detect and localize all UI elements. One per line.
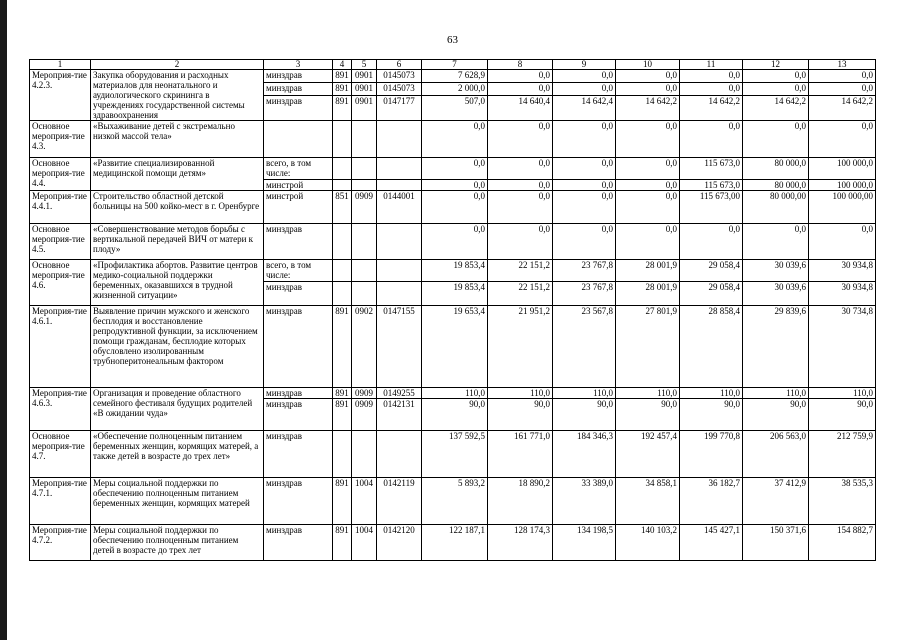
table-cell: 0,0	[422, 191, 488, 224]
table-cell: 115 673,0	[680, 180, 743, 191]
table-cell: 851	[333, 191, 352, 224]
table-cell	[377, 121, 422, 158]
table-cell: 0,0	[809, 224, 876, 260]
table-cell: 0,0	[680, 70, 743, 83]
table-cell: 891	[333, 83, 352, 96]
column-header: 13	[809, 60, 876, 70]
table-cell: 80 000,0	[743, 180, 809, 191]
table-cell: «Обеспечение полноценным питанием беременных женщин, кормящих матерей, а также детей в возрасте до трех лет»	[91, 431, 264, 478]
table-cell: 0909	[352, 388, 377, 399]
table-cell: 0145073	[377, 70, 422, 83]
table-cell: 0,0	[743, 224, 809, 260]
table-cell: 0,0	[616, 224, 680, 260]
table-cell: 122 187,1	[422, 525, 488, 561]
table-cell: 134 198,5	[553, 525, 616, 561]
table-cell: 110,0	[743, 388, 809, 399]
table-cell: «Совершенствование методов борьбы с вертикальной передачей ВИЧ от матери к плоду»	[91, 224, 264, 260]
table-cell	[333, 224, 352, 260]
table-cell: Основное мероприя-тие 4.5.	[30, 224, 91, 260]
table-cell: 30 734,8	[809, 306, 876, 388]
table-cell: 0902	[352, 306, 377, 388]
table-cell: 23 767,8	[553, 282, 616, 306]
table-cell: минздрав	[264, 306, 333, 388]
table-cell	[333, 260, 352, 282]
table-cell: 90,0	[809, 399, 876, 431]
table-cell	[352, 431, 377, 478]
table-cell: 18 890,2	[488, 478, 553, 525]
table-cell: 30 934,8	[809, 260, 876, 282]
table-cell: «Развитие специализированной медицинской помощи детям»	[91, 158, 264, 191]
table-cell: 1004	[352, 478, 377, 525]
table-cell: 891	[333, 388, 352, 399]
table-cell: «Профилактика абортов. Развитие центров медико-социальной поддержки беременных, оказавшихся в трудной жизненной ситуации»	[91, 260, 264, 306]
table-cell: 0144001	[377, 191, 422, 224]
table-cell: 22 151,2	[488, 282, 553, 306]
table-cell: 30 039,6	[743, 260, 809, 282]
table-cell: 206 563,0	[743, 431, 809, 478]
table-cell: 507,0	[422, 96, 488, 121]
table-cell: 115 673,00	[680, 191, 743, 224]
table-row	[30, 388, 876, 399]
table-cell: 80 000,0	[743, 158, 809, 180]
table-cell: 0,0	[616, 158, 680, 180]
table-cell: 0,0	[553, 191, 616, 224]
table-cell: 30 934,8	[809, 282, 876, 306]
table-cell	[333, 431, 352, 478]
table-cell: 23 567,8	[553, 306, 616, 388]
table-cell: 29 058,4	[680, 282, 743, 306]
table-cell: 30 039,6	[743, 282, 809, 306]
table-row	[30, 478, 876, 525]
table-cell: 19 853,4	[422, 282, 488, 306]
table-cell: минздрав	[264, 70, 333, 83]
table-cell: 0142119	[377, 478, 422, 525]
table-cell: 36 182,7	[680, 478, 743, 525]
table-cell: 0,0	[488, 224, 553, 260]
table-cell: 0,0	[488, 83, 553, 96]
table-cell: 0,0	[553, 70, 616, 83]
table-cell: Закупка оборудования и расходных материалов для неонатального и аудиологического скрининга в учреждениях государственной системы здравоохранения	[91, 70, 264, 121]
table-cell: 100 000,00	[809, 191, 876, 224]
table-cell: 0,0	[616, 180, 680, 191]
table-cell: 0901	[352, 83, 377, 96]
table-cell: 100 000,0	[809, 180, 876, 191]
table-cell: 0,0	[488, 121, 553, 158]
table-cell: Меры социальной поддержки по обеспечению полноценным питанием беременных женщин, кормящих матерей	[91, 478, 264, 525]
table-cell: 28 858,4	[680, 306, 743, 388]
table-cell: 0,0	[680, 224, 743, 260]
table-cell: 0,0	[488, 70, 553, 83]
table-row	[30, 70, 876, 83]
table-cell: минстрой	[264, 191, 333, 224]
table-cell: 0145073	[377, 83, 422, 96]
table-cell: минздрав	[264, 388, 333, 399]
column-header: 4	[333, 60, 352, 70]
table-cell	[333, 180, 352, 191]
table-row	[30, 158, 876, 180]
table-cell: 0,0	[553, 121, 616, 158]
page-number: 63	[447, 34, 458, 46]
table-cell: Основное мероприя-тие 4.6.	[30, 260, 91, 306]
table-cell: 33 389,0	[553, 478, 616, 525]
table-cell: минздрав	[264, 478, 333, 525]
table-cell: 19 653,4	[422, 306, 488, 388]
table-row	[30, 191, 876, 224]
table-cell: минздрав	[264, 431, 333, 478]
table-cell: 22 151,2	[488, 260, 553, 282]
table-cell: 891	[333, 306, 352, 388]
table-cell: 0,0	[422, 158, 488, 180]
table-cell: Основное мероприя-тие 4.3.	[30, 121, 91, 158]
table-cell: 90,0	[743, 399, 809, 431]
table-cell: 0,0	[422, 180, 488, 191]
table-cell: 80 000,00	[743, 191, 809, 224]
column-header: 2	[91, 60, 264, 70]
column-header: 5	[352, 60, 377, 70]
table-cell	[333, 282, 352, 306]
table-cell: 0,0	[616, 191, 680, 224]
table-cell	[352, 121, 377, 158]
table-cell	[377, 224, 422, 260]
budget-table	[29, 59, 876, 561]
column-header: 9	[553, 60, 616, 70]
table-cell: 90,0	[680, 399, 743, 431]
table-cell: 0,0	[422, 121, 488, 158]
table-cell: 0,0	[488, 191, 553, 224]
table-cell: 891	[333, 478, 352, 525]
table-cell: 0901	[352, 70, 377, 83]
table-cell: 29 058,4	[680, 260, 743, 282]
table-cell: 0147155	[377, 306, 422, 388]
table-cell: 192 457,4	[616, 431, 680, 478]
table-cell	[377, 282, 422, 306]
table-cell: 184 346,3	[553, 431, 616, 478]
table-cell: 0,0	[616, 83, 680, 96]
table-cell: 100 000,0	[809, 158, 876, 180]
table-cell: Строительство областной детской больницы на 500 койко-мест в г. Оренбурге	[91, 191, 264, 224]
table-cell: Организация и проведение областного семейного фестиваля будущих родителей «В ожидании чуда»	[91, 388, 264, 431]
table-cell	[333, 158, 352, 180]
table-cell: 154 882,7	[809, 525, 876, 561]
table-cell: 0,0	[809, 121, 876, 158]
table-cell: минздрав	[264, 224, 333, 260]
table-cell: 0,0	[743, 121, 809, 158]
table-cell: 14 642,2	[809, 96, 876, 121]
table-cell: 110,0	[422, 388, 488, 399]
table-cell	[377, 158, 422, 180]
table-cell	[352, 260, 377, 282]
table-cell: 0901	[352, 96, 377, 121]
table-cell: Мероприя-тие 4.2.3.	[30, 70, 91, 121]
table-cell: 110,0	[553, 388, 616, 399]
table-cell: 891	[333, 525, 352, 561]
table-cell	[377, 260, 422, 282]
table-cell: 5 893,2	[422, 478, 488, 525]
table-row	[30, 224, 876, 260]
table-cell	[333, 121, 352, 158]
table-cell: 0147177	[377, 96, 422, 121]
table-cell: 0909	[352, 191, 377, 224]
table-cell: 0909	[352, 399, 377, 431]
table-cell: 37 412,9	[743, 478, 809, 525]
column-header: 10	[616, 60, 680, 70]
binding-edge	[0, 0, 7, 640]
table-cell: Выявление причин мужского и женского бесплодия и восстановление репродуктивной функции, за исключением помощи гражданам, бесплодие которых обусловлено изолированным трубноперитонеальным фактором	[91, 306, 264, 388]
table-cell: 27 801,9	[616, 306, 680, 388]
table-cell: 14 640,4	[488, 96, 553, 121]
table-cell: 0149255	[377, 388, 422, 399]
table-cell: Мероприя-тие 4.6.1.	[30, 306, 91, 388]
table-cell: 0,0	[553, 158, 616, 180]
table-cell: 23 767,8	[553, 260, 616, 282]
table-cell	[377, 431, 422, 478]
table-cell: 21 951,2	[488, 306, 553, 388]
table-cell: 110,0	[616, 388, 680, 399]
column-header: 6	[377, 60, 422, 70]
column-header: 7	[422, 60, 488, 70]
table-cell: минздрав	[264, 83, 333, 96]
table-cell: 2 000,0	[422, 83, 488, 96]
table-cell: минстрой	[264, 180, 333, 191]
table-cell: 110,0	[809, 388, 876, 399]
table-cell	[377, 180, 422, 191]
table-cell: 14 642,2	[616, 96, 680, 121]
table-cell: 14 642,2	[743, 96, 809, 121]
table-cell: Основное мероприя-тие 4.7.	[30, 431, 91, 478]
table-cell: 90,0	[616, 399, 680, 431]
table-cell: Мероприя-тие 4.6.3.	[30, 388, 91, 431]
table-row	[30, 306, 876, 388]
table-row	[30, 525, 876, 561]
table-cell: 90,0	[488, 399, 553, 431]
table-cell: 0,0	[743, 83, 809, 96]
table-cell: минздрав	[264, 282, 333, 306]
table-cell	[352, 224, 377, 260]
table-cell: Основное мероприя-тие 4.4.	[30, 158, 91, 191]
table-cell: 0,0	[422, 224, 488, 260]
table-cell: 161 771,0	[488, 431, 553, 478]
table-cell: Мероприя-тие 4.7.2.	[30, 525, 91, 561]
column-header: 3	[264, 60, 333, 70]
table-cell: 0,0	[553, 224, 616, 260]
table-cell: 199 770,8	[680, 431, 743, 478]
table-cell: 115 673,0	[680, 158, 743, 180]
table-cell: 0,0	[809, 83, 876, 96]
table-cell: 0,0	[809, 70, 876, 83]
table-cell: 110,0	[680, 388, 743, 399]
table-cell: 110,0	[488, 388, 553, 399]
table-cell: 137 592,5	[422, 431, 488, 478]
table-cell: 0,0	[553, 180, 616, 191]
table-row	[30, 260, 876, 282]
table-cell: минздрав	[264, 96, 333, 121]
table-cell: 28 001,9	[616, 282, 680, 306]
table-cell: 0142120	[377, 525, 422, 561]
column-header: 1	[30, 60, 91, 70]
table-cell: 0,0	[488, 158, 553, 180]
table-cell: 150 371,6	[743, 525, 809, 561]
table-cell: 0,0	[488, 180, 553, 191]
table-cell: 0,0	[680, 121, 743, 158]
table-cell: 14 642,4	[553, 96, 616, 121]
table-cell: 90,0	[553, 399, 616, 431]
table-cell: 891	[333, 399, 352, 431]
column-header: 8	[488, 60, 553, 70]
table-cell: 0,0	[616, 121, 680, 158]
table-cell: 38 535,3	[809, 478, 876, 525]
table-cell: 29 839,6	[743, 306, 809, 388]
table-cell: 891	[333, 96, 352, 121]
table-cell: 0,0	[553, 83, 616, 96]
table-cell: 7 628,9	[422, 70, 488, 83]
table-cell: 0,0	[616, 70, 680, 83]
table-cell: 0142131	[377, 399, 422, 431]
table-cell: 0,0	[743, 70, 809, 83]
column-header: 11	[680, 60, 743, 70]
table-cell	[352, 282, 377, 306]
table-cell: 145 427,1	[680, 525, 743, 561]
table-cell: 90,0	[422, 399, 488, 431]
table-cell: минздрав	[264, 399, 333, 431]
table-row	[30, 121, 876, 158]
table-cell: Меры социальной поддержки по обеспечению полноценным питанием детей в возрасте до трех лет	[91, 525, 264, 561]
table-cell: всего, в том числе:	[264, 260, 333, 282]
table-cell: 34 858,1	[616, 478, 680, 525]
table-cell: 891	[333, 70, 352, 83]
table-row	[30, 431, 876, 478]
table-cell: 14 642,2	[680, 96, 743, 121]
table-cell: 19 853,4	[422, 260, 488, 282]
table-cell: всего, в том числе:	[264, 158, 333, 180]
table-cell: 28 001,9	[616, 260, 680, 282]
table-cell: 1004	[352, 525, 377, 561]
table-cell: 212 759,9	[809, 431, 876, 478]
table-cell	[352, 158, 377, 180]
table-header-row	[30, 60, 876, 70]
table-cell: Мероприя-тие 4.7.1.	[30, 478, 91, 525]
table-cell	[352, 180, 377, 191]
table-cell: 140 103,2	[616, 525, 680, 561]
table-cell: 128 174,3	[488, 525, 553, 561]
table-cell: 0,0	[680, 83, 743, 96]
table-cell: «Выхаживание детей с экстремально низкой массой тела»	[91, 121, 264, 158]
column-header: 12	[743, 60, 809, 70]
table-cell: минздрав	[264, 525, 333, 561]
table-cell: Мероприя-тие 4.4.1.	[30, 191, 91, 224]
table-cell	[264, 121, 333, 158]
